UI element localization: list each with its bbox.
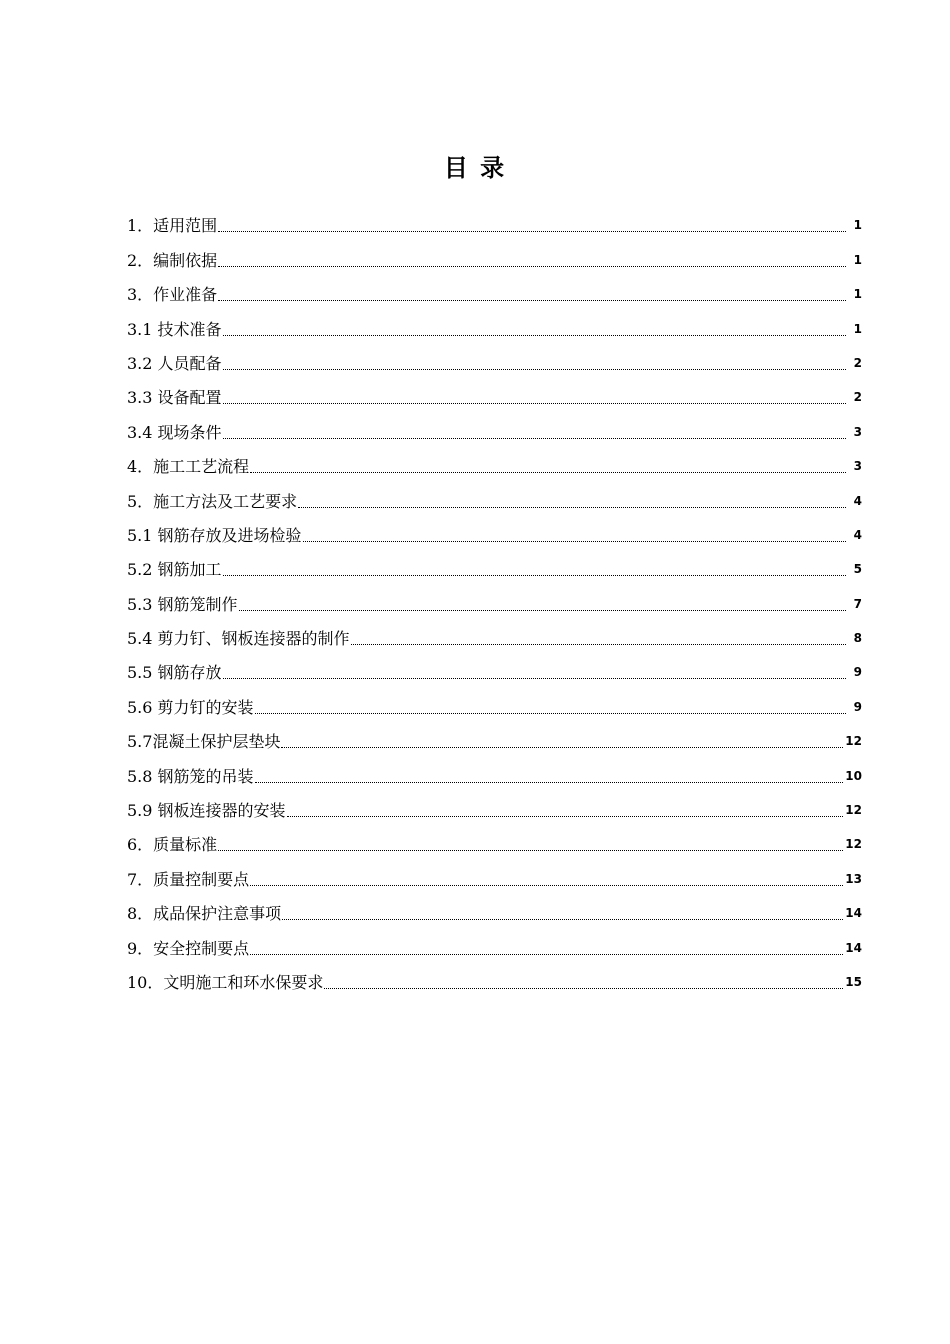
toc-entry-page: 4	[853, 493, 862, 508]
dot-leader	[303, 541, 846, 542]
dot-leader	[250, 472, 846, 473]
toc-entry[interactable]	[127, 789, 862, 823]
toc-entry-title: 5.5 钢筋存放	[127, 663, 222, 683]
dot-leader	[250, 954, 843, 955]
dot-leader	[351, 644, 846, 645]
toc-entry-title: 9．安全控制要点	[127, 938, 250, 958]
toc-entry[interactable]	[127, 582, 862, 616]
toc-entry-title: 5.6 剪力钉的安装	[127, 697, 254, 717]
toc-entry[interactable]	[127, 307, 862, 341]
table-of-contents	[127, 204, 862, 995]
dot-leader	[239, 610, 846, 611]
toc-entry[interactable]	[127, 204, 862, 238]
toc-entry-page: 14	[845, 906, 862, 921]
toc-entry-title: 10．文明施工和环水保要求	[127, 972, 324, 992]
toc-entry[interactable]	[127, 961, 862, 995]
dot-leader	[281, 747, 843, 748]
toc-entry[interactable]	[127, 651, 862, 685]
toc-entry-title: 5.1 钢筋存放及进场检验	[127, 525, 302, 545]
dot-leader	[223, 369, 846, 370]
toc-entry-title: 5.3 钢筋笼制作	[127, 594, 238, 614]
toc-entry-title: 3.2 人员配备	[127, 353, 222, 373]
toc-entry-title: 4．施工工艺流程	[127, 457, 250, 477]
toc-entry[interactable]	[127, 479, 862, 513]
toc-entry-title: 1．适用范围	[127, 216, 218, 236]
toc-entry-page: 3	[853, 424, 862, 439]
toc-entry-page: 2	[853, 390, 862, 405]
dot-leader	[223, 438, 846, 439]
toc-entry[interactable]	[127, 410, 862, 444]
dot-leader	[282, 919, 843, 920]
toc-entry-page: 1	[853, 218, 862, 233]
toc-entry-page: 12	[845, 734, 862, 749]
toc-entry-page: 1	[853, 287, 862, 302]
toc-entry-title: 5．施工方法及工艺要求	[127, 491, 298, 511]
toc-entry-page: 12	[845, 837, 862, 852]
dot-leader	[223, 335, 846, 336]
toc-entry[interactable]	[127, 892, 862, 926]
toc-entry[interactable]	[127, 926, 862, 960]
toc-entry[interactable]	[127, 342, 862, 376]
toc-entry[interactable]	[127, 754, 862, 788]
toc-entry-title: 2．编制依据	[127, 250, 218, 270]
toc-entry[interactable]	[127, 445, 862, 479]
toc-entry-page: 15	[845, 974, 862, 989]
dot-leader	[218, 231, 846, 232]
dot-leader	[255, 713, 846, 714]
toc-entry[interactable]	[127, 720, 862, 754]
toc-entry-title: 3.4 现场条件	[127, 422, 222, 442]
toc-entry-title: 5.9 钢板连接器的安装	[127, 801, 286, 821]
toc-entry-page: 2	[853, 355, 862, 370]
toc-entry-page: 14	[845, 940, 862, 955]
toc-entry-page: 13	[845, 871, 862, 886]
toc-entry-page: 4	[853, 527, 862, 542]
toc-entry[interactable]	[127, 548, 862, 582]
toc-entry-title: 5.8 钢筋笼的吊装	[127, 766, 254, 786]
dot-leader	[255, 782, 844, 783]
toc-entry-title: 3.3 设备配置	[127, 388, 222, 408]
dot-leader	[218, 300, 846, 301]
toc-entry[interactable]	[127, 823, 862, 857]
toc-entry-title: 3.1 技术准备	[127, 319, 222, 339]
toc-entry[interactable]	[127, 376, 862, 410]
toc-entry-page: 12	[845, 803, 862, 818]
dot-leader	[324, 988, 843, 989]
toc-entry[interactable]	[127, 617, 862, 651]
toc-entry-page: 1	[853, 252, 862, 267]
toc-entry-title: 5.2 钢筋加工	[127, 560, 222, 580]
toc-entry-title: 5.7混凝土保护层垫块	[127, 732, 281, 752]
toc-entry[interactable]	[127, 514, 862, 548]
dot-leader	[218, 266, 846, 267]
page-title: 目 录	[443, 153, 507, 182]
dot-leader	[250, 885, 843, 886]
toc-entry-title: 8．成品保护注意事项	[127, 904, 282, 924]
dot-leader	[287, 816, 844, 817]
toc-entry-title: 5.4 剪力钉、钢板连接器的制作	[127, 629, 350, 649]
toc-entry-title: 7．质量控制要点	[127, 869, 250, 889]
toc-entry-page: 5	[853, 562, 862, 577]
dot-leader	[223, 678, 846, 679]
toc-entry[interactable]	[127, 857, 862, 891]
toc-entry-page: 9	[853, 699, 862, 714]
dot-leader	[223, 575, 846, 576]
dot-leader	[218, 850, 843, 851]
toc-entry-title: 6．质量标准	[127, 835, 218, 855]
toc-entry-page: 9	[853, 665, 862, 680]
toc-entry-page: 3	[853, 459, 862, 474]
toc-entry-page: 8	[853, 631, 862, 646]
toc-entry[interactable]	[127, 273, 862, 307]
toc-entry-title: 3．作业准备	[127, 285, 218, 305]
toc-entry-page: 10	[845, 768, 862, 783]
dot-leader	[223, 403, 846, 404]
toc-entry-page: 1	[853, 321, 862, 336]
toc-entry[interactable]	[127, 238, 862, 272]
toc-entry[interactable]	[127, 685, 862, 719]
toc-entry-page: 7	[853, 596, 862, 611]
dot-leader	[298, 507, 846, 508]
